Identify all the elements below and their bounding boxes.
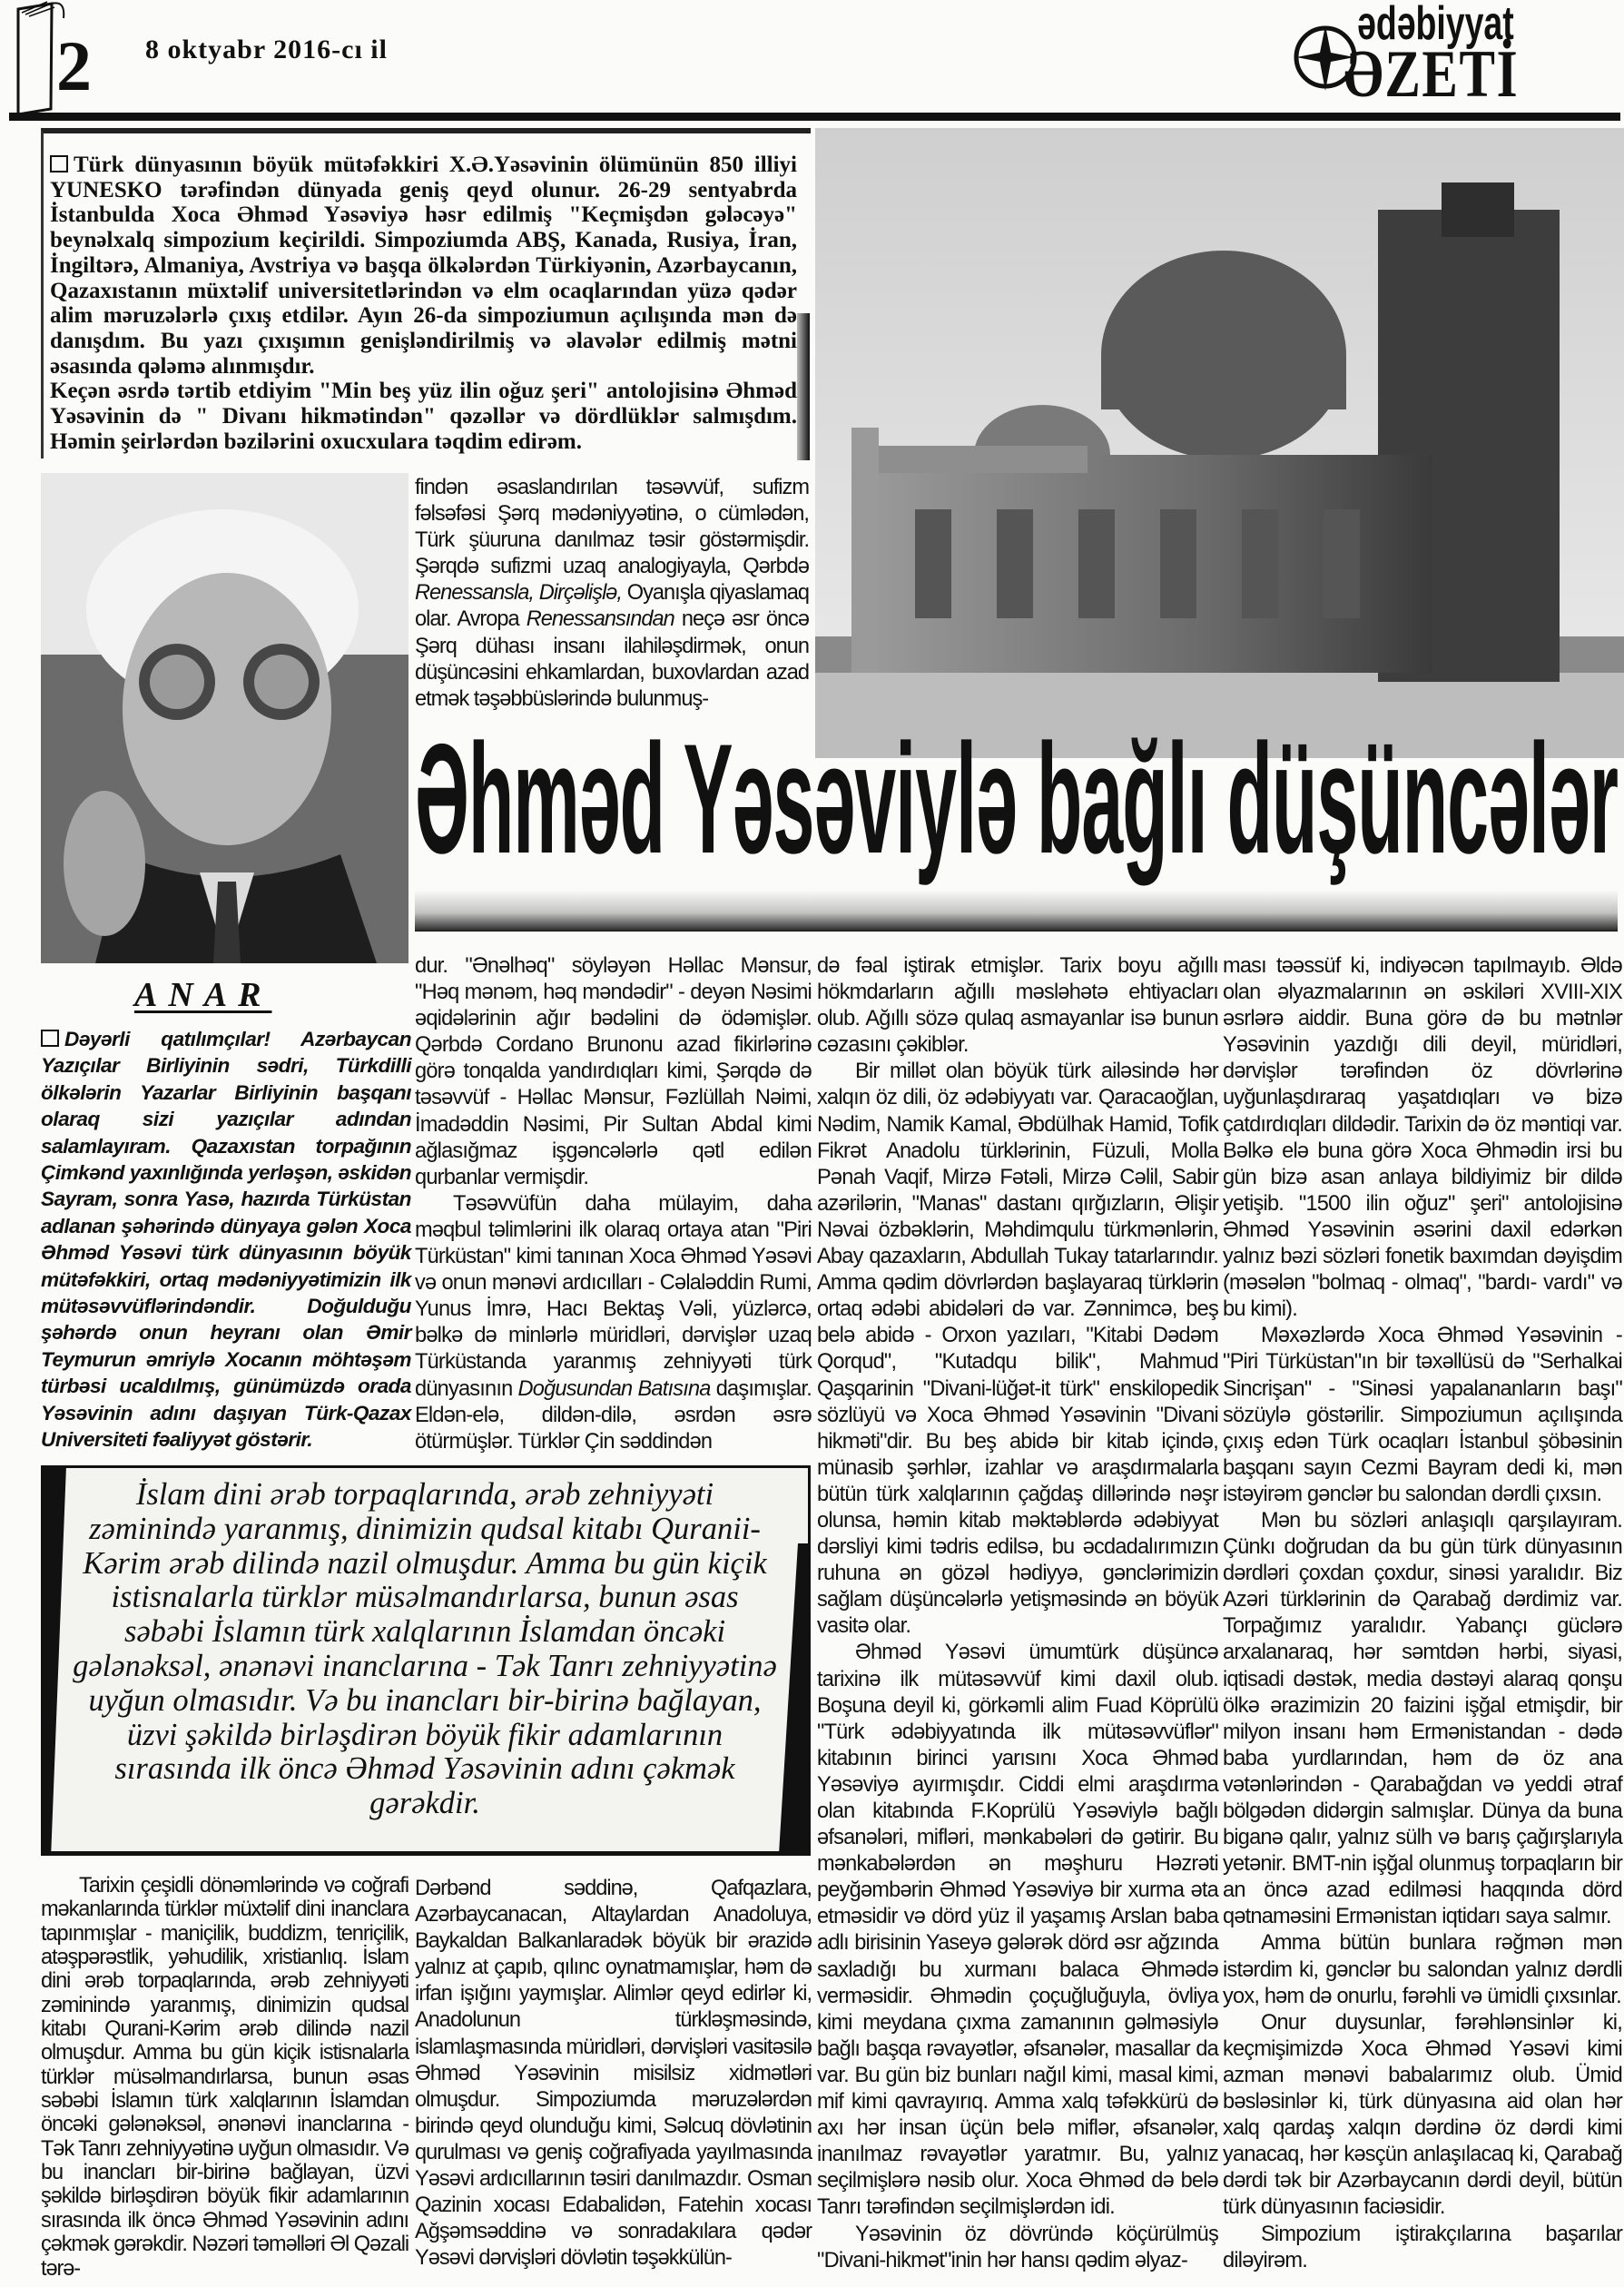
author-portrait — [41, 473, 408, 963]
intro-text — [50, 153, 797, 454]
text-run: Mən bu sözləri anlaşıqlı qarşılayıram. Çünkı doğrudan da bu gün türk dünyasının dərdləri çoxdan çoxdur, sinəsi yaralıdır. Biz Azəri türklərinin də Qarabağ dərdimiz var. Torpağımız yaralıdır. Yabançı güclərə arxalanaraq, hər səmtdən hərbi, siyasi, iqtisadi dəstək, media dəstəyi alaraq qonşu ölkə ərazimizin 20 faizini işğal etmişdir, bir milyon insanı həm Ermənistandan - dədə baba yurdlarından, həm də öz ana vətənlərindən - Qarabağdan və yeddi ətraf bölgədən didərgin salmışlar. Dünya da buna biganə qalır, yalnız sülh və barış çağırşlarıyla yetənir. BMT-nin işğal olunmuş torpaqların bir an öncə azad edilməsi haqqında dörd qətnaməsini Ermənistan iqtidarı saya salmır. — [1223, 1508, 1622, 1929]
paragraph — [415, 1191, 812, 1455]
paragraph — [1223, 2222, 1622, 2274]
text-run: Onur duysunlar, fərəhlənsinlər ki, keçmişimizdə Xoca Əhməd Yəsəvi kimi azman mənəvi babalarımız olub. Ümid bəsləsinlər ki, türk dünyasına aid olan hər xalq qardaş xalqın dərdinə öz dərdi kimi yanacaq, hər kəsçün anlaşılacaq ki, Qarabağ dərdi tək bir Azərbaycanın dərdi deyil, bütün türk dünyasının faciəsidir. — [1223, 2010, 1622, 2220]
intro-paragraph — [50, 153, 797, 379]
intro-text-run: Türk dünyasının böyük mütəfəkkiri X.Ə.Yəsəvinin ölümünün 850 illiyi YUNESKO tərəfindən dünyada geniş qeyd olunur. 26-29 sentyabrda İstanbulda Xoca Əhməd Yəsəviyə həsr edilmiş "Keçmişdən gələcəyə" beynəlxalq simpozium keçirildi. Simpoziumda ABŞ, Kanada, Rusiya, İran, İngiltərə, Almaniya, Avstriya və başqa ölkələrdən Türkiyənin, Azərbaycanın, Qazaxıstanın müxtəlif universitetlərindən və elm ocaqlarından yüzə qədər alim məruzələrlə çıxış etdilər. Ayın 26-da simpoziumun açılışında mən də danışdım. Bu yazı çıxışımın genişləndirilmiş və əlavələr edilmiş mətni əsasında qələmə alınmışdır. — [50, 153, 797, 379]
article-column-bottom-1 — [41, 1874, 408, 2281]
italic-run: Doğusundan Batısına — [517, 1376, 711, 1401]
paragraph-text: Dəyərli qatılımçılar! Azərbaycan Yazıçılar Birliyinin sədri, Türkdilli ölkələrin Yazarlar Birliyinin başqanı olaraq sizi yazıçılar adından salamlayıram. Qazaxıstan torpağının Çimkənd yaxınlığında yerləşən, əskidən Sayram, sonra Yasə, hazırda Türküstan adlanan şəhərində dünyaya gələn Xoca Əhməd Yəsəvi türk dünyasının böyük mütəfəkkiri, ortaq mədəniyyətimizin ilk mütəsəvvüflərindəndir. Doğulduğu şəhərdə onun heyranı olan Əmir Teymurun əmriylə Xocanın möhtəşəm türbəsi ucaldılmış, günümüzdə orada Yəsəvinin adını daşıyan Türk-Qazax Universiteti fəaliyyət göstərir. — [41, 1028, 411, 1452]
paragraph — [817, 1059, 1218, 1640]
issue-date: 8 oktyabr 2016-cı il — [145, 35, 388, 64]
page-number: 2 — [56, 26, 92, 105]
intro-box-shadow — [797, 313, 810, 460]
italic-run: Renessansından — [526, 607, 674, 632]
pull-quote-text — [71, 1478, 779, 1821]
text-run: Dərbənd səddinə, Qafqazlara, Azərbaycanacan, Altaylardan Anadoluya, Baykaldan Balkanlaradək böyük bir ərazidə yalnız at çapıb, qılınc oynatmamışlar, həm də irfan işığını yaymışlar. Alimlər qeyd edirlər ki, Anadolunun türkləşməsində, islamlaşmasında müridləri, dərvişləri vasitəsilə Əhməd Yəsəvinin misilsiz xidmətləri olmuşdur. Simpoziumda məruzələrdən birində qeyd olunduğu kimi, Səlcuq dövlətinin qurulması və geniş coğrafiyada yayılmasında Yəsəvi ardıcıllarının təsiri danılmazdır. Osman Qazinin xocası Edabalidən, Fatehin xocası Ağşəmsəddinə və sonradakılara qədər Yəsəvi dərvişləri dövlətin təşəkkülün- — [415, 1877, 812, 2271]
speech-intro-column — [41, 1026, 411, 1454]
text-run: Simpozium iştirakçılarına başarılar diləyirəm. — [1223, 2222, 1622, 2272]
headline-wrap — [415, 712, 1622, 886]
paragraph — [1223, 2010, 1622, 2222]
intro-paragraph: Keçən əsrdə tərtib etdiyim "Min beş yüz ilin oğuz şeri" antolojisinə Əhməd Yəsəvinin də " Divanı hikmətindən" qəzəllər və dördlüklər salmışdım. Həmin şeirlərdən bəzilərini oxucxulara təqdim edirəm. — [50, 379, 797, 454]
text-run: Amma bütün bunlara rəğmən mən istərdim ki, gənclər bu salondan yalnız dərdli yox, həm də onurlu, fərəhli və ümidli çıxsınlar. — [1223, 1931, 1622, 2008]
article-column-mid-top — [415, 475, 809, 713]
text-run: Təsəvvüfün daha mülayim, daha məqbul təlimlərini ilk olaraq ortaya atan "Piri Türküstan" kimi tanınan Xoca Əhməd Yəsəvi və onun mənəvi ardıcılları - Cəlaləddin Rumi, Yunus İmrə, Hacı Bektaş Vəli, yüzlərcə, bəlkə də minlərlə müridləri, dərvişlər uzaq Türküstanda yaranmış zehniyyəti türk dünyasının — [415, 1191, 812, 1401]
headline-grain-band — [415, 890, 1618, 932]
paragraph — [1223, 1323, 1622, 1508]
text-run: daşımışlar. Eldən-elə, dildən-dilə, əsrdən əsrə ötürmüşlər. Türklər Çin səddindən — [415, 1376, 812, 1454]
text-run: ması təəssüf ki, indiyəcən tapılmayıb. Əldə olan əlyazmalarının ən əskiləri XVIII-XIX əsrlərə aiddir. Buna görə də bu mətnlər Yəsəvinin yazdığı dili deyil, müridləri, dərvişlər tərəfindən öz dövrlərinə uyğunlaşdıraraq yaşatdıqları və bizə çatdırdıqları dildədir. Tarixin də öz məntiqi var. Bəlkə elə buna görə Xoca Əhmədin irsi bu gün bizə asan anlaya bildiyimiz bir dildə yetişib. "1500 ilin oğuz" şeri" antolojisinə Əhməd Yəsəvinin əsərini daxil edərkən yalnız bəzi sözləri fonetik baxımdan dəyişdim (məsələn "bolmaq - olmaq", "bardı- vardı" və bu kimi). — [1223, 954, 1622, 1322]
paragraph — [415, 1876, 812, 2272]
pull-quote-paragraph: İslam dini ərəb torpaqlarında, ərəb zehniyyəti zəminində yaranmış, dinimizin qudsal kitabı Quranii-Kərim ərəb dilində nazil olmuşdur. Amma bu gün kiçik istisnalarla türklər müsəlmandırlarsa, bunun əsas səbəbi İslamın türk xalqlarının İslamdan öncəki gələnəksəl, ənənəvi inanclarına - Tək Tanrı zehniyyətinə uyğun olmasıdır. Və bu inancları bir-birinə bağlayan, üzvi şəkildə birləşdirən böyük fikir adamlarının sırasında ilk öncə Əhməd Yəsəvinin adını çəkmək gərəkdir. — [73, 1477, 777, 1821]
italic-run: Renessansla, Dirçəlişlə, — [415, 581, 622, 606]
newspaper-logo — [1271, 0, 1616, 113]
paragraph — [817, 1640, 1218, 2221]
article-column-3 — [817, 953, 1218, 2274]
article-column-bottom-2 — [415, 1876, 812, 2272]
text-run: Məxəzlərdə Xoca Əhməd Yəsəvinin - "Piri Türküstan"ın bir təxəllüsü də "Serhalkai Sincrişan" - "Sinəsi yapalananların başı" sözüylə göstərilir. Simpoziumun açılışında çıxış edən Türk ocaqları İstanbul şöbəsinin başqanı sayın Cezmi Bayram dedi ki, mən istəyirəm gənclər bu salondan dərdli çıxsın. — [1223, 1324, 1622, 1506]
text-run: Tarixin çeşidli dönəmlərində və coğrafi məkanlarında türklər müxtəlif dini inanclara tapınmışlar - maniçilik, buddizm, tenriçilik, atəşpərəstlik, yəhudilik, xristianlıq. İslam dini ərəb torpaqlarında, ərəb zehniyyəti zəminində yaranmış, dinimizin qudsal kitabı Qurani-Kərim ərəb dilində nazil olmuşdur. Amma bu gün kiçik istisnalarla türklər müsəlmandırlarsa, bunun əsas səbəbi İslamın türk xalqlarının İslamdan öncəki gələnəksəl, ənənəvi inanclarına - Tək Tanrı zehniyyətinə uyğun olmasıdır. Və bu inancları bir-birinə bağlayan, üzvi şəkildə birləşdirən böyük fikir adamlarının sırasında ilk öncə Əhməd Yəsəvinin adını çəkmək gərəkdir. Nəzəri təməlləri Əl Qəzali tərə- — [41, 1874, 408, 2281]
paragraph — [1223, 1508, 1622, 1931]
article-column-4 — [1223, 953, 1622, 2274]
paragraph — [41, 1874, 408, 2281]
square-bullet-icon — [41, 1030, 59, 1047]
paragraph — [41, 1026, 411, 1454]
author-byline: ANAR — [134, 976, 272, 1014]
paragraph — [1223, 1930, 1622, 2009]
text-run: neçə əsr öncə Şərq dühası insanı ilahiləşdirmək, onun düşüncəsini ehkamlardan, buxovlardan azad etmək təşəbbüslərində bulunmuş- — [415, 607, 810, 711]
header-rule — [9, 113, 1620, 121]
paragraph — [817, 2222, 1218, 2274]
text-run: dur. "Ənəlhəq" söyləyən Həllac Mənsur, "Həq mənəm, həq məndədir" - deyən Nəsimi əqidələrinin ağır bədəlini də ödəmişlər. Qərbdə Cordano Brunonu azad fikirlərinə görə tonqalda yandırdıqları kimi, Şərqdə də təsəvvüf - Həllac Mənsur, Fəzlüllah Nəimi, İmadəddin Nəsimi, Pir Sultan Abdal kimi ağlasığmaz işgəncələrlə qətl edilən qurbanlar vermişdir. — [415, 954, 812, 1189]
paragraph — [415, 475, 809, 713]
paragraph — [817, 953, 1218, 1059]
text-run: findən əsaslandırılan təsəvvüf, sufizm fəlsəfəsi Şərq mədəniyyətinə, o cümlədən, Türk şüuruna danılmaz təsir göstərmişdir. Şərqdə sufizmi uzaq analogiyayla, Qərbdə — [415, 476, 809, 579]
text-run: Yəsəvinin öz dövründə köçürülmüş "Divani-hikmət"inin hər hansı qədim əlyaz- — [817, 2222, 1218, 2272]
logo-line1: ədəbiyyat — [1357, 0, 1514, 50]
paragraph — [1223, 953, 1622, 1323]
text-run: Bir millət olan böyük türk ailəsində hər xalqın öz dili, öz ədəbiyyatı var. Qaracaoğlan, Nədim, Namik Kamal, Əbdülhak Hamid, Tofik Fikrət Anadolu türklərinin, Füzuli, Molla Pənah Vaqif, Mirzə Fətəli, Mirzə Cəlil, Sabir azərilərin, "Manas" dastanı qırğızların, Əlişir Nəvai özbəklərin, Məhdimqulu türkmənlərin, Abay qazaxların, Abdullah Tukay tatarlarındır. Amma qədim dövrlərdən başlayaraq türklərin ortaq ədəbi abidələri də var. Zənnimcə, beş belə abidə - Orxon yazıları, "Kitabi Dədəm Qorqud", "Kutadqu bilik", Mahmud Qaşqarinin "Divani-lüğət-it türk" enskilopedik sözlüyü və Xoca Əhməd Yəsəvinin "Divani hikməti"dir. Bu beş abidə bir kitab içində, münasib şərhlər, izahlar və araşdırmalarla bütün türk xalqlarının çağdaş dillərində nəşr olunsa, həmin kitab məktəblərdə ədəbiyyat dərsliyi kimi tədris edilsə, bu əcdadalırımızın ruhuna ən gözəl hədiyyə, gənclərimizin sağlam düşüncələrlə yetişməsində ən böyük vasitə olar. — [817, 1060, 1218, 1639]
text-run: Oyanışla qiyaslamaq olar. Avropa — [415, 581, 809, 632]
text-run: Əhməd Yəsəvi ümumtürk düşüncə tarixinə ilk mütəsəvvüf kimi daxil olub. Boşuna deyil ki, görkəmli alim Fuad Köprülü "Türk ədəbiyyatında ilk mütəsəvvüflər" kitabının birinci yarısını Xoca Əhməd Yəsəviyə ayırmışdır. Ciddi elmi araşdırma olan kitabında F.Koprülü Yəsəviylə bağlı əfsanələri, mifləri, mənkabələri də gətirir. Bu mənkabələrdən ən məşhuru Həzrəti peyğəmbərin Əhməd Yəsəviyə bir xurma əta etməsidir və dörd yüz il yaşamış Arslan baba adlı birisinin Yaseyə gələrək dörd əsr ağzında saxladığı bu xurmanı balaca Əhmədə verməsidir. Əhmədin çoçuğluğuyla, övliya kimi meydana çıxma zamanının gəlməsiylə bağlı başqa rəvayətlər, əfsanələr, masallar da var. Bu gün biz bunları nağıl kimi, masal kimi, mif kimi qavrayırıq. Amma xalq təfəkkürü də axı hər insan üçün belə miflər, əfsanələr, inanılmaz rəvayətlər yaratmır. Bu, yalnız seçilmişlərə nəsib olur. Xoca Əhməd də belə Tanrı tərəfindən seçilmişlərdən idi. — [817, 1641, 1218, 2220]
text-run: də fəal iştirak etmişlər. Tarix boyu ağıllı hökmdarların ağıllı məsləhətə ehtiyacları olub. Ağıllı sözə qulaq asmayanlar isə bunun cəzasını çəkiblər. — [817, 954, 1218, 1058]
headline: Əhməd Yəsəviylə bağlı düşüncələr — [415, 712, 1618, 886]
pull-quote-bottom-rule — [41, 1852, 811, 1856]
square-bullet-icon — [50, 155, 68, 173]
article-column-2 — [415, 953, 812, 1455]
logo-line2: ƏZETİ — [1343, 37, 1520, 112]
paragraph — [415, 953, 812, 1191]
mausoleum-photo — [815, 128, 1624, 758]
